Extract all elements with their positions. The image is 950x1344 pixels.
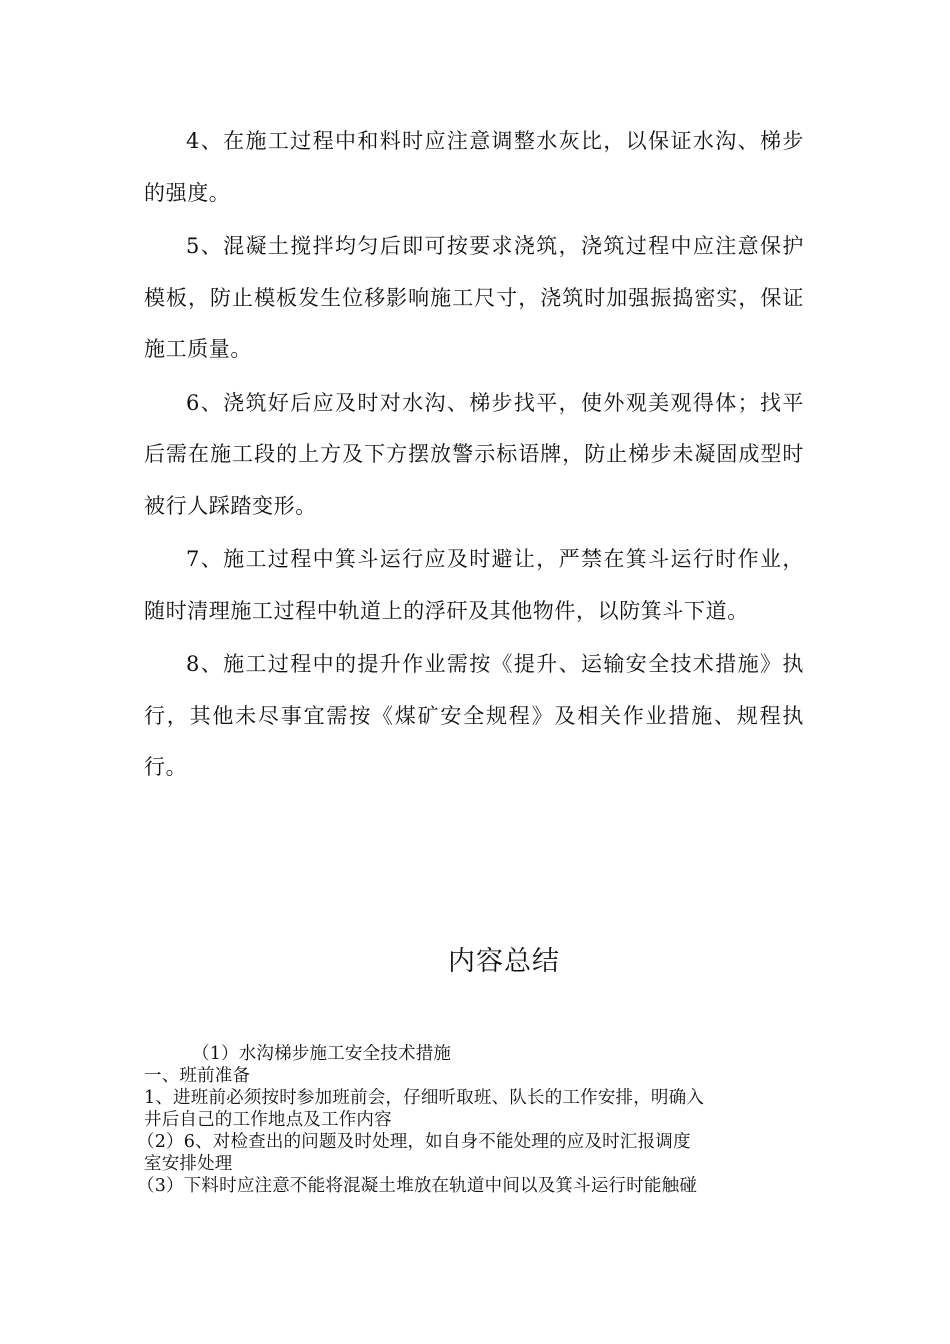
document-body: [144, 116, 804, 796]
summary-line: 井后自己的工作地点及工作内容: [144, 1110, 392, 1130]
summary-line: 室安排处理: [144, 1154, 233, 1174]
paragraph-item-4: 4、在施工过程中和料时应注意调整水灰比，以保证水沟、梯步的强度。: [144, 129, 804, 205]
paragraph-item-6: 6、浇筑好后应及时对水沟、梯步找平，使外观美观得体；找平后需在施工段的上方及下方摆放警示标语牌，防止梯步未凝固成型时被行人踩踏变形。: [144, 390, 804, 518]
summary-section: [137, 1043, 808, 1197]
paragraph-item-8: 8、施工过程中的提升作业需按《提升、运输安全技术措施》执行，其他未尽事宜需按《煤矿安全规程》及相关作业措施、规程执行。: [144, 652, 804, 779]
summary-line: （2）6、对检查出的问题及时处理，如自身不能处理的应及时汇报调度: [137, 1132, 691, 1152]
summary-line: 1、进班前必须按时参加班前会，仔细听取班、队长的工作安排，明确入: [144, 1088, 705, 1108]
paragraph-item-5: 5、混凝土搅拌均匀后即可按要求浇筑，浇筑过程中应注意保护模板，防止模板发生位移影响施工尺寸，浇筑时加强振捣密实，保证施工质量。: [144, 234, 804, 361]
summary-line: （3）下料时应注意不能将混凝土堆放在轨道中间以及箕斗运行时能触碰: [137, 1176, 698, 1196]
summary-title: 内容总结: [448, 946, 560, 977]
paragraph-item-7: 7、施工过程中箕斗运行应及时避让，严禁在箕斗运行时作业，随时清理施工过程中轨道上的浮矸及其他物件，以防箕斗下道。: [144, 547, 804, 623]
summary-line: 一、班前准备: [144, 1066, 251, 1086]
summary-heading: （1）水沟梯步施工安全技术措施: [192, 1044, 452, 1064]
